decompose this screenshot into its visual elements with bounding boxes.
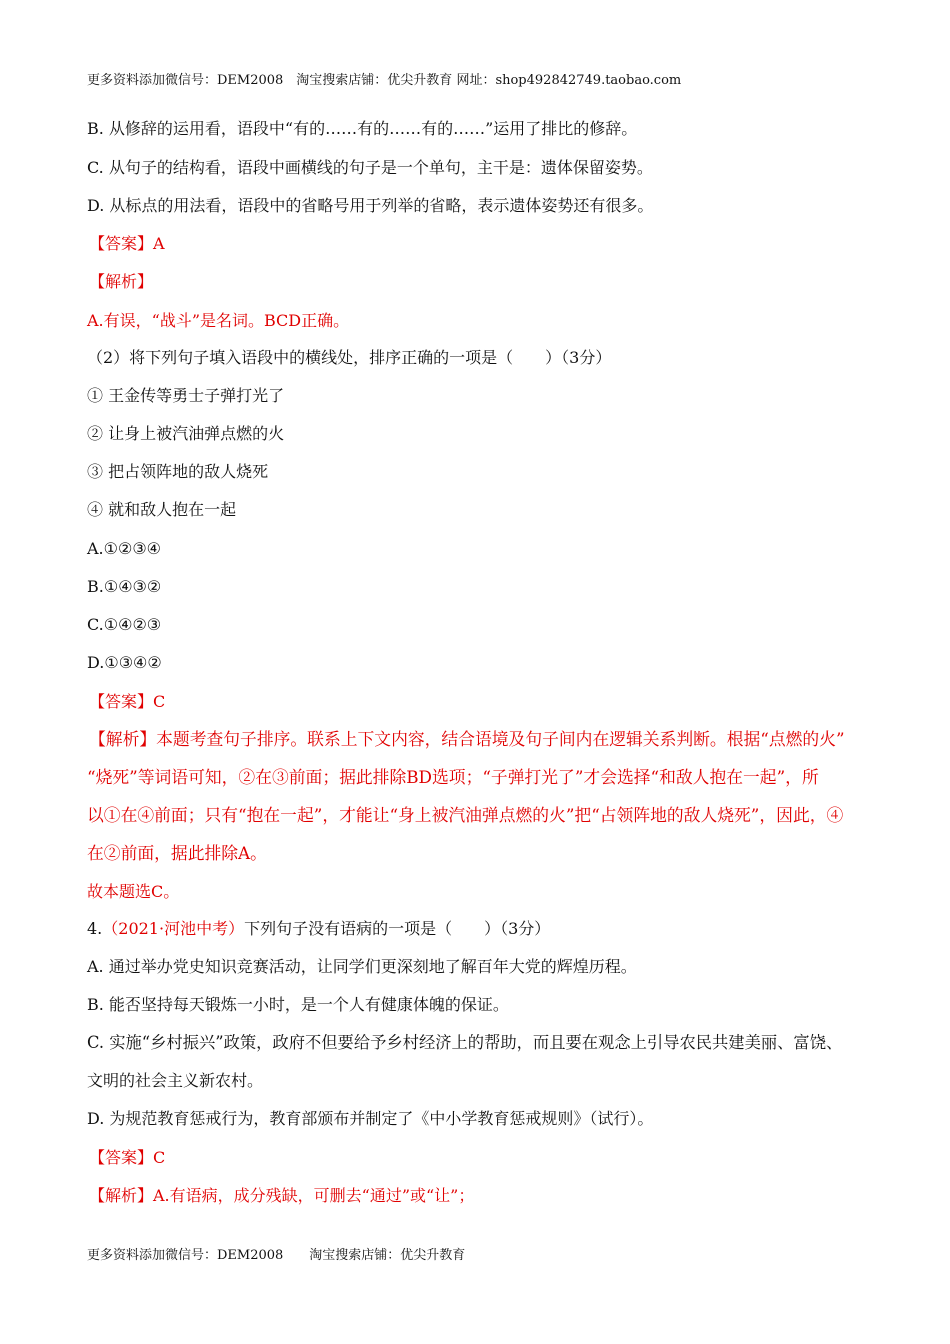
q4-option-c-line-1: C. 实施“乡村振兴”政策，政府不但要给予乡村经济上的帮助，而且要在观念上引导农民共建美丽、富饶、: [87, 1033, 843, 1052]
q3p2-sentence-4: ④ 就和敌人抱在一起: [87, 500, 237, 519]
q3p2-option-b: B.①④③②: [87, 577, 162, 596]
q3p2-analysis-line-1: 【解析】本题考查句子排序。联系上下文内容，结合语境及句子间内在逻辑关系判断。根据“点燃的火”: [89, 729, 845, 749]
q3p2-analysis-line-2: “烧死”等词语可知，②在③前面；据此排除BD选项；“子弹打光了”才会选择“和敌人抱在一起”，所: [87, 767, 819, 787]
q3p1-option-d: D. 从标点的用法看，语段中的省略号用于列举的省略，表示遗体姿势还有很多。: [87, 196, 654, 215]
q3p2-sentence-1: ① 王金传等勇士子弹打光了: [87, 386, 285, 405]
q4-source: （2021·河池中考）: [102, 919, 245, 938]
q4-stem: 下列句子没有语病的一项是（ ）（3分）: [244, 919, 551, 938]
q3p2-conclusion: 故本题选C。: [87, 882, 180, 901]
page-header: 更多资料添加微信号：DEM2008 淘宝搜索店铺：优尖升教育 网址：shop492842749.taobao.com: [87, 73, 682, 88]
q4-option-b: B. 能否坚持每天锻炼一小时，是一个人有健康体魄的保证。: [87, 995, 509, 1014]
q3p2-analysis-line-3: 以①在④前面；只有“抱在一起”，才能让“身上被汽油弹点燃的火”把“占领阵地的敌人烧死”，因此，④: [87, 805, 844, 825]
q4-answer: 【答案】C: [89, 1148, 166, 1167]
q3p2-analysis-line-4: 在②前面，据此排除A。: [87, 843, 267, 863]
q3p1-analysis: A.有误，“战斗”是名词。BCD正确。: [87, 311, 350, 330]
q3p1-answer: 【答案】A: [89, 234, 165, 253]
q4-number: 4.: [87, 919, 103, 938]
q3p2-stem: （2）将下列句子填入语段中的横线处，排序正确的一项是（ ）（3分）: [87, 348, 612, 367]
q4-option-a: A. 通过举办党史知识竞赛活动，让同学们更深刻地了解百年大党的辉煌历程。: [87, 957, 637, 976]
page-footer: 更多资料添加微信号：DEM2008 淘宝搜索店铺：优尖升教育: [87, 1248, 466, 1263]
q3p2-sentence-2: ② 让身上被汽油弹点燃的火: [87, 424, 285, 443]
q3p2-option-d: D.①③④②: [87, 653, 162, 672]
q3p2-option-a: A.①②③④: [87, 539, 162, 558]
q3p2-answer: 【答案】C: [89, 692, 166, 711]
q4-option-d: D. 为规范教育惩戒行为，教育部颁布并制定了《中小学教育惩戒规则》（试行）。: [87, 1109, 654, 1128]
q3p2-option-c: C.①④②③: [87, 615, 162, 634]
q4-analysis: 【解析】A.有语病，成分残缺，可删去“通过”或“让”；: [89, 1186, 475, 1205]
q3p1-option-b: B. 从修辞的运用看，语段中“有的……有的……有的……”运用了排比的修辞。: [87, 119, 638, 138]
q4-option-c-line-2: 文明的社会主义新农村。: [87, 1071, 264, 1090]
q3p1-analysis-label: 【解析】: [89, 272, 154, 291]
q4-stem-line: [87, 918, 550, 940]
q3p1-option-c: C. 从句子的结构看，语段中画横线的句子是一个单句，主干是：遗体保留姿势。: [87, 158, 653, 177]
q3p2-sentence-3: ③ 把占领阵地的敌人烧死: [87, 462, 269, 481]
